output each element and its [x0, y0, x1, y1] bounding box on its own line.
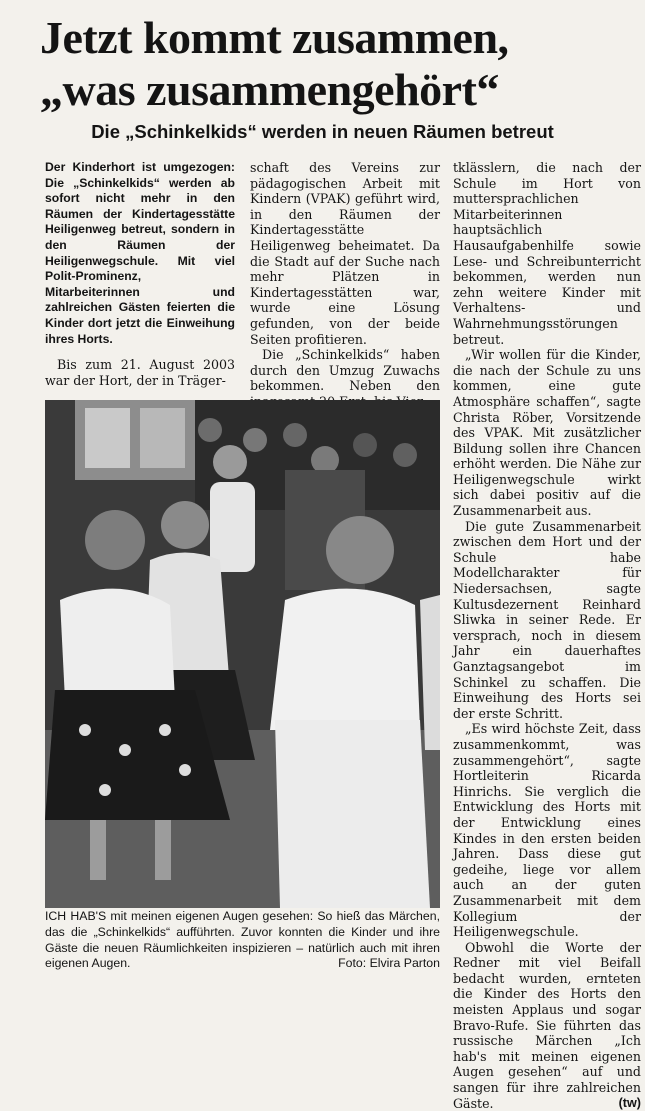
lead-paragraph: Der Kinderhort ist umgezogen: Die „Schinkelkids“ werden ab sofort nicht mehr in den Räumen der Kindertagesstätte Heiligenweg betreut, sondern in den Räumen der Heiligenwegschule. Mit viel Polit-Prominenz, Mitarbeiterinnen und zahlreichen Gästen feierten die Kinder dort jetzt die Einweihung ihres Horts.: [45, 160, 235, 346]
body-paragraph: schaft des Vereins zur pädagogischen Arbeit mit Kindern (VPAK) geführt wird, in den Räumen der Kindertagesstätte Heiligenweg beheimatet. Da die Stadt auf der Suche nach mehr Plätzen in Kindertagesstätten war, wurde eine Lösung gefunden, von der beide Seiten profitieren.: [250, 160, 440, 347]
body-paragraph-text: Obwohl die Worte der Redner mit viel Beifall bedacht wurden, ernteten die Kinder des Horts den meisten Applaus und sogar Bravo-Rufe. Sie führten das russische Märchen „Ich hab's mit meinen eigenen Augen gesehen“ auf und sangen für ihre zahlreichen Gäste.: [453, 939, 641, 1111]
photo-credit: Foto: Elvira Parton: [338, 956, 440, 971]
headline: [40, 12, 630, 116]
photo-caption: [45, 909, 440, 972]
body-paragraph: „Wir wollen für die Kinder, die nach der Schule zu uns kommen, eine gute Atmosphäre schaffen“, sagte Christa Röber, Vorsitzende des VPAK. Mit zusätzlicher Bildung sollen ihre Chancen erhöht werden. Die Nähe zur Heiligenwegschule wirkt sich dabei positiv auf die Zusammenarbeit aus.: [453, 347, 641, 519]
column-3: [453, 160, 641, 1111]
column-1: [45, 160, 235, 388]
column-2: [250, 160, 440, 410]
author-signoff: (tw): [618, 1095, 641, 1110]
body-paragraph: Bis zum 21. August 2003 war der Hort, der in Träger-: [45, 357, 235, 388]
body-paragraph: [453, 940, 641, 1111]
children-dancing-photo-icon: [45, 400, 440, 908]
body-paragraph: „Es wird höchste Zeit, dass zusammenkommt, was zusammengehört“, sagte Hortleiterin Ricarda Hinrichs. Sie verglich die Entwicklung des Horts mit der Entwicklung eines Kindes in den ersten beiden Jahren. Dass diese gut gedeihe, liege vor allem auch an der guten Zusammenarbeit mit dem Kollegium der Heiligenwegschule.: [453, 721, 641, 940]
subheadline: Die „Schinkelkids“ werden in neuen Räumen betreut: [91, 121, 554, 142]
headline-line-2: „was zusammengehört“: [40, 64, 499, 115]
body-paragraph: Die gute Zusammenarbeit zwischen dem Hort und der Schule habe Modellcharakter für Niedersachsen, sagte Kultusdezernent Reinhard Sliwka in seiner Rede. Er versprach, noch in diesem Jahr ein dauerhaftes Ganztagsangebot im Schinkel zu schaffen. Die Einweihung des Horts sei der erste Schritt.: [453, 518, 641, 721]
caption-text: ICH HAB'S mit meinen eigenen Augen gesehen: So hieß das Märchen, das die „Schinkelkids“ aufführten. Zuvor konnten die Kinder und ihre Gäste die neuen Räumlichkeiten inspizieren – natürlich auch mit ihren eigenen Augen.: [45, 909, 440, 971]
body-paragraph: Die „Schinkelkids“ haben durch den Umzug Zuwachs bekommen. Neben den: [250, 347, 440, 394]
article-photo: [45, 400, 440, 908]
headline-line-1: Jetzt kommt zusammen,: [40, 12, 509, 63]
body-paragraph: tklässlern, die nach der Schule im Hort von muttersprachlichen Mitarbeiterinnen hauptsächlich Hausaufgabenhilfe sowie Lese- und Schreibunterricht bekommen, werden nun zehn weitere Kinder mit Verhaltens- und Wahrnehmungsstörungen betreut.: [453, 160, 641, 347]
